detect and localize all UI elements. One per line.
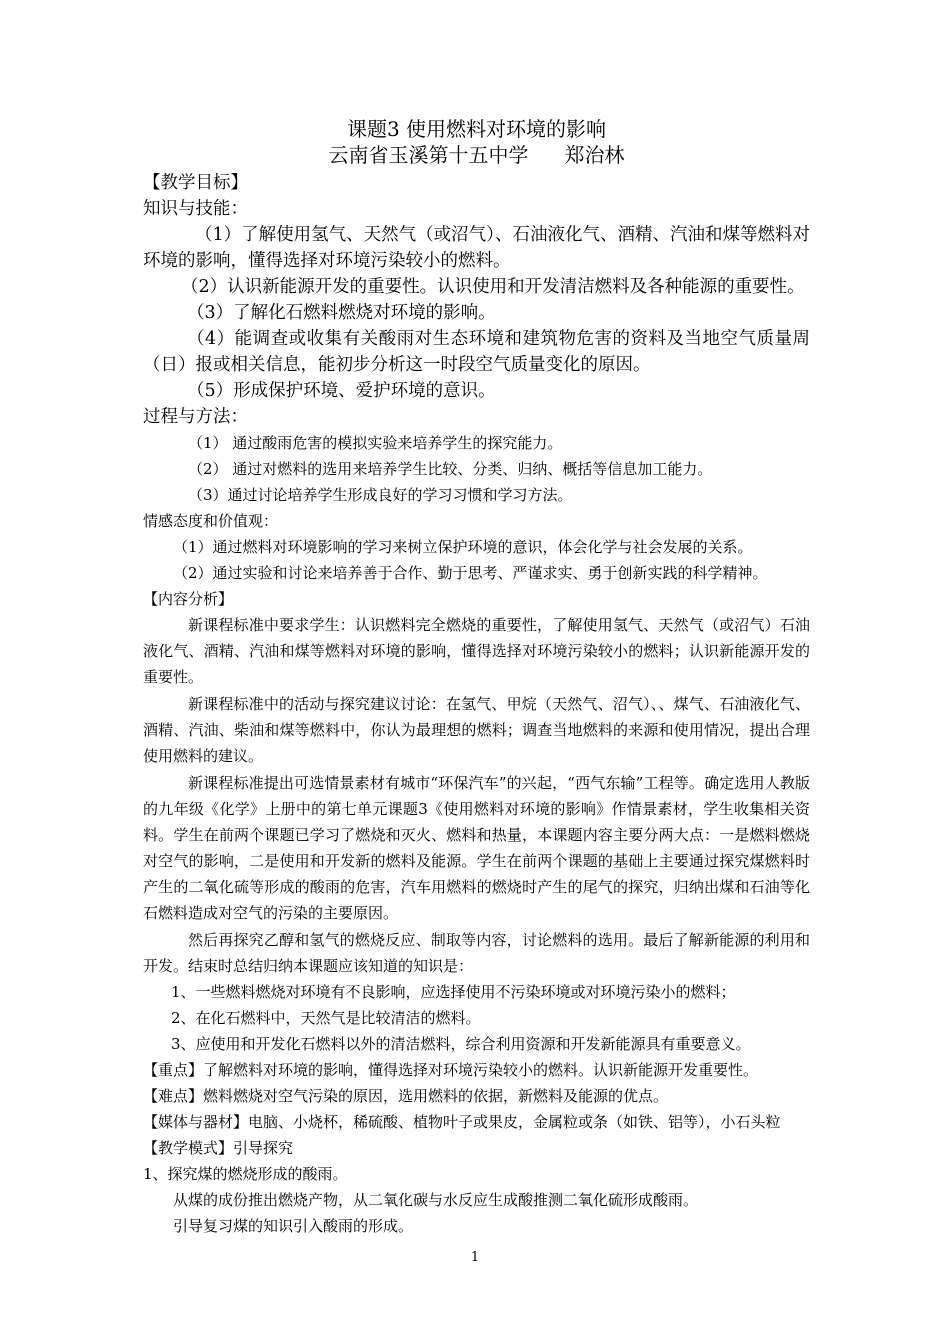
summary-item: 1、一些燃料燃烧对环境有不良影响，应选择使用不污染环境或对环境污染小的燃料； <box>171 983 736 1001</box>
summary-item: 2、在化石燃料中，天然气是比较清洁的燃料。 <box>171 1009 481 1027</box>
section-line: 引导复习煤的知识引入酸雨的形成。 <box>173 1217 414 1235</box>
analysis-paragraph: 新课程标准中要求学生：认识燃料完全燃烧的重要性，了解使用氢气、天然气（或沼气）石油液化气、酒精、汽油和煤等燃料对环境的影响，懂得选择对环境污染较小的燃料；认识新能源开发的重要性。 <box>143 616 810 686</box>
knowledge-item: （4）能调查或收集有关酸雨对生态环境和建筑物危害的资料及当地空气质量周（日）报或相关信息，能初步分析这一时段空气质量变化的原因。 <box>143 329 810 375</box>
knowledge-item: （2）认识新能源开发的重要性。认识使用和开发清洁燃料及各种能源的重要性。 <box>181 277 805 297</box>
heading-content-analysis: 【内容分析】 <box>143 590 234 608</box>
key-point: 【重点】了解燃料对环境的影响，懂得选择对环境污染较小的燃料。认识新能源开发重要性。 <box>143 1061 759 1079</box>
section-line: 从煤的成份推出燃烧产物，从二氧化碳与水反应生成酸推测二氧化硫形成酸雨。 <box>173 1191 699 1209</box>
process-item: （1） 通过酸雨危害的模拟实验来培养学生的探究能力。 <box>188 434 563 452</box>
section-title: 1、探究煤的燃烧形成的酸雨。 <box>143 1165 348 1183</box>
analysis-paragraph: 新课程标准提出可选情景素材有城市“环保汽车”的兴起，“西气东输”工程等。确定选用人教版的九年级《化学》上册中的第七单元课题3《使用燃料对环境的影响》作情景素材，学生收集相关资料。学生在前两个课题已学习了燃烧和灭火、燃料和热量，本课题内容主要分两大点：一是燃料燃烧对空气的影响，二是使用和开发新的燃料及能源。学生在前两个课题的基础上主要通过探究煤燃料时产生的二氧化硫等形成的酸雨的危害，汽车用燃料的燃烧时产生的尾气的探究，归纳出煤和石油等化石燃料造成对空气的污染的主要原因。 <box>143 774 810 922</box>
media-equipment: 【媒体与器材】电脑、小烧杯，稀硫酸、植物叶子或果皮，金属粒或条（如铁、铝等），小石头粒 <box>143 1113 781 1131</box>
heading-emotion: 情感态度和价值观： <box>143 512 279 530</box>
page-number: 1 <box>470 1250 480 1265</box>
document-body <box>143 116 810 1239</box>
author-name: 郑治林 <box>564 143 625 167</box>
heading-knowledge: 知识与技能： <box>143 199 248 219</box>
knowledge-item: （1）了解使用氢气、天然气（或沼气）、石油液化气、酒精、汽油和煤等燃料对环境的影响，懂得选择对环境污染较小的燃料。 <box>143 225 810 271</box>
knowledge-item: （5）形成保护环境、爱护环境的意识。 <box>187 381 496 401</box>
teaching-mode: 【教学模式】引导探究 <box>143 1139 294 1157</box>
author-line <box>143 142 810 168</box>
document-title: 课题3 使用燃料对环境的影响 <box>346 117 607 141</box>
emotion-item: （2）通过实验和讨论来培养善于合作、勤于思考、严谨求实、勇于创新实践的科学精神。 <box>173 564 768 582</box>
difficulty: 【难点】燃料燃烧对空气污染的原因，选用燃料的依据，新燃料及能源的优点。 <box>143 1087 669 1105</box>
analysis-paragraph: 然后再探究乙醇和氢气的燃烧反应、制取等内容，讨论燃料的选用。最后了解新能源的利用和开发。结束时总结归纳本课题应该知道的知识是： <box>143 931 810 975</box>
process-item: （3）通过讨论培养学生形成良好的学习习惯和学习方法。 <box>188 486 573 504</box>
author-school: 云南省玉溪第十五中学 <box>328 143 529 167</box>
process-item: （2） 通过对燃料的选用来培养学生比较、分类、归纳、概括等信息加工能力。 <box>188 460 713 478</box>
heading-process: 过程与方法： <box>143 407 248 427</box>
analysis-paragraph: 新课程标准中的活动与探究建议讨论：在氢气、甲烷（天然气、沼气）、、煤气、石油液化气、酒精、汽油、柴油和煤等燃料中，你认为最理想的燃料；调查当地燃料的来源和使用情况，提出合理使用燃料的建议。 <box>143 695 810 765</box>
heading-goals: 【教学目标】 <box>143 173 248 193</box>
emotion-item: （1）通过燃料对环境影响的学习来树立保护环境的意识，体会化学与社会发展的关系。 <box>173 538 753 556</box>
knowledge-item: （3）了解化石燃料燃烧对环境的影响。 <box>187 303 496 323</box>
summary-item: 3、应使用和开发化石燃料以外的清洁燃料，综合利用资源和开发新能源具有重要意义。 <box>171 1035 751 1053</box>
